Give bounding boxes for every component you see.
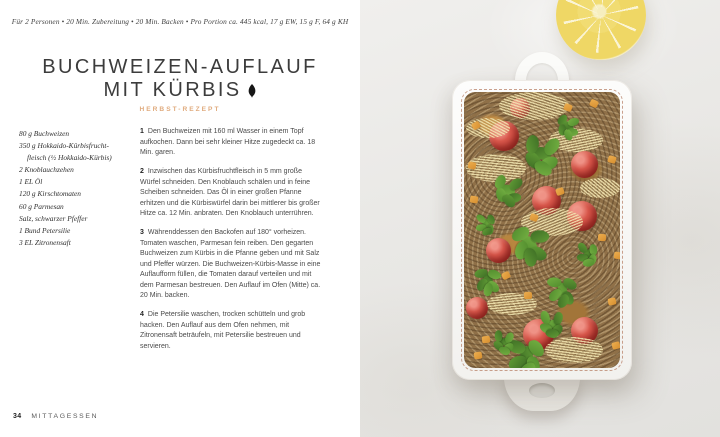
ingredient-line: 1 Bund Petersilie	[19, 225, 71, 235]
pumpkin-cube	[607, 297, 616, 306]
pumpkin-cube	[589, 99, 599, 109]
pumpkin-cube	[614, 252, 620, 260]
parsley-leaf	[541, 311, 550, 324]
instruction-step: 2 Inzwischen das Kürbisfruchtfleisch in 5 mm große Würfel schneiden. Den Knoblauch schälen und in feine Scheiben schneiden. Das Öl in einer großen Pfanne erhitzen und die Kürbiswürfel darin bei mittlerer bis großer Hitze ca. 12 Min. anbraten. Den Knoblauch unterrühren.	[140, 168, 320, 217]
instruction-step: 4 Die Petersilie waschen, trocken schütteln und grob hacken. Den Auflauf aus dem Ofen nehmen, mit Zitronensaft beträufeln, mit Petersilie bestreuen und servieren.	[140, 311, 306, 350]
ingredient-line: 120 g Kirschtomaten	[19, 189, 81, 199]
parmesan-shreds	[521, 208, 583, 236]
ingredient-line: Salz, schwarzer Pfeffer	[19, 213, 88, 223]
parmesan-shreds	[545, 337, 603, 363]
pumpkin-cube	[524, 292, 532, 299]
pumpkin-cube	[607, 155, 617, 164]
pumpkin-cube	[474, 351, 483, 359]
tomato	[571, 151, 598, 178]
pumpkin-cube	[482, 336, 491, 344]
instruction-step: 3 Währenddessen den Backofen auf 180° vorheizen. Tomaten waschen, Parmesan fein reiben. Den gegarten Buchweizen zum Kürbis in die Pfanne geben und mit Salz und Pfeffer würzen. Die Buchweizen-Kürbis-Masse in eine Auflaufform füllen, die Tomaten darauf verteilen und mit dem Parmesan bestreuen. Den Auflauf im Ofen (Mitte) ca. 20 Min. backen.	[140, 229, 321, 299]
recipe-meta: Für 2 Personen • 20 Min. Zubereitung • 20 Min. Backen • Pro Portion ca. 445 kcal, 17 g EW, 15 g F, 64 g KH	[11, 17, 349, 26]
photo-page	[360, 0, 720, 437]
ingredient-line: 2 Knoblauchzehen	[19, 165, 74, 175]
step-number: 4	[140, 311, 144, 318]
recipe-title-line2-text: MIT KÜRBIS	[103, 78, 242, 101]
pumpkin-cube	[501, 271, 511, 281]
recipe-title-line2	[103, 79, 256, 101]
pumpkin-cube	[467, 161, 476, 170]
instruction-step: 1 Den Buchweizen mit 160 ml Wasser in einem Topf aufkochen. Dann bei sehr kleiner Hitze zugedeckt ca. 18 Min. garen.	[140, 128, 316, 156]
ingredient-line: 80 g Buchweizen	[19, 129, 70, 138]
recipe-title	[0, 56, 360, 101]
instruction-steps	[140, 127, 321, 361]
parmesan-shreds	[499, 92, 569, 120]
ingredient-line: 3 EL Zitronensaft	[19, 237, 71, 247]
page-footer	[13, 413, 98, 420]
parsley-leaf	[583, 258, 595, 267]
ingredient-line: 350 g Hokkaido-Kürbisfrucht-	[19, 141, 109, 151]
ingredient-line: 1 EL Öl	[19, 177, 43, 187]
pumpkin-cube	[611, 341, 620, 350]
lemon-half	[556, 0, 646, 60]
pumpkin-cube	[598, 234, 606, 241]
ingredient-list	[19, 128, 139, 249]
step-number: 2	[140, 168, 144, 175]
parsley-leaf	[568, 117, 579, 125]
step-number: 3	[140, 229, 144, 236]
leaf-icon	[247, 84, 257, 98]
casserole-dish	[452, 80, 632, 380]
tomato	[486, 238, 511, 263]
page-number: 34	[13, 413, 22, 420]
recipe-title-line1: BUCHWEIZEN-AUFLAUF	[42, 56, 318, 78]
parmesan-shreds	[580, 178, 620, 198]
ingredient-line: 60 g Parmesan	[19, 201, 64, 211]
chapter-label: MITTAGESSEN	[31, 413, 99, 420]
ingredient-line: fleisch (½ Hokkaido-Kürbis)	[27, 153, 112, 163]
season-label: HERBST-REZEPT	[139, 106, 221, 113]
casserole-food	[464, 92, 620, 368]
pumpkin-cube	[470, 195, 479, 203]
step-number: 1	[140, 128, 144, 135]
tomato	[466, 297, 488, 319]
pumpkin-cube	[555, 187, 565, 196]
